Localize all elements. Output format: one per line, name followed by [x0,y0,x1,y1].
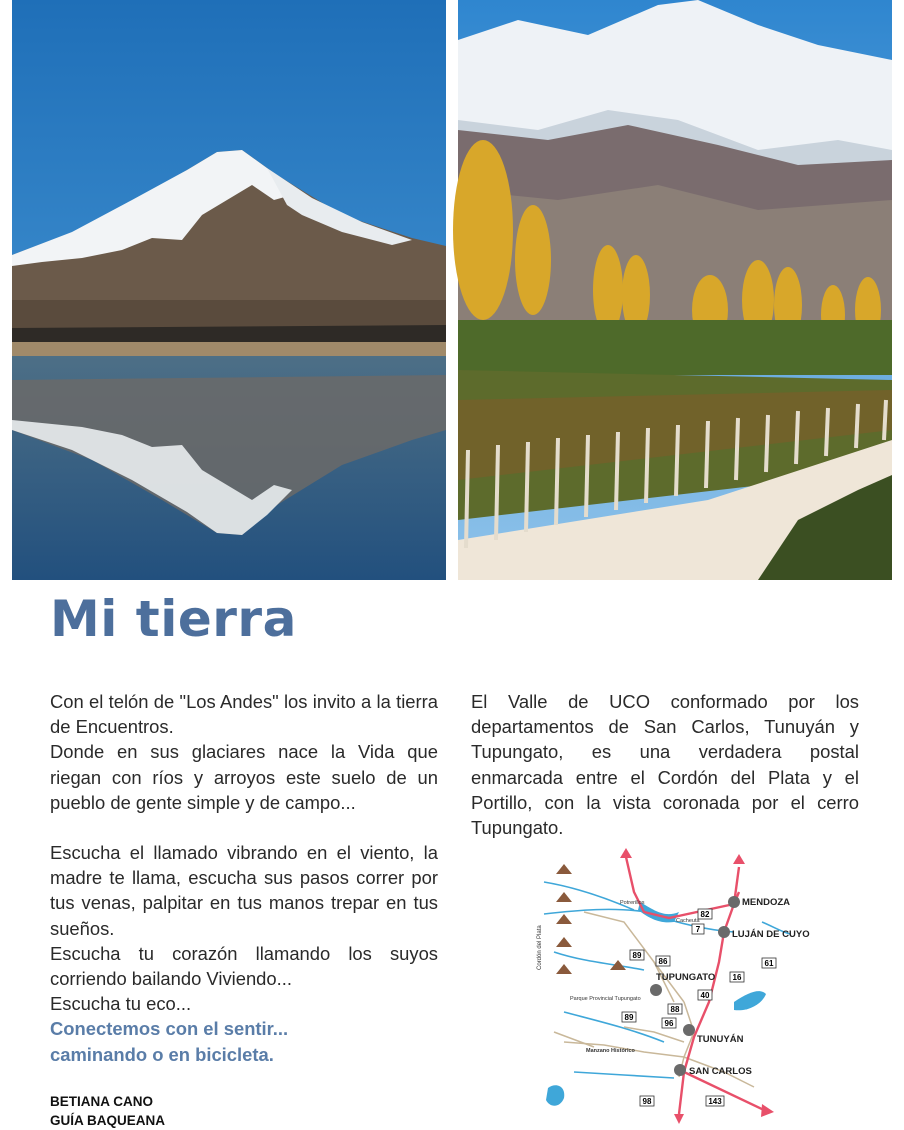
route-82: 82 [700,910,710,919]
intro-text-column [50,689,438,1067]
place-cordon-del-plata: Cordón del Plata [537,925,543,970]
route-89-south: 89 [624,1013,634,1022]
city-tunuyan: TUNUYÁN [697,1034,744,1045]
highlight-line-1: Conectemos con el sentir... [50,1018,289,1040]
route-88: 88 [670,1005,680,1014]
route-86: 86 [658,957,668,966]
place-potrerillos: Potrerillos [620,900,645,906]
route-16: 16 [732,973,742,982]
author-role: GUÍA BAQUEANA [50,1113,166,1128]
highlight-line-2: caminando o en bicicleta. [50,1043,274,1065]
signature [50,1092,165,1130]
intro-line-1: Con el telón de "Los Andes" los invito a la tierra de Encuentros. [50,691,438,738]
photo-vineyard-andes [458,0,892,580]
intro-line-2: Donde en sus glaciares nace la Vida que riegan con ríos y arroyos este suelo de un pueblo de gente simple y de campo... [50,741,438,813]
valley-description: El Valle de UCO conformado por los departamentos de San Carlos, Tunuyán y Tupungato, es una verdadera postal enmarcada entre el Cordón del Plata y el Portillo, con la vista coronada por el cerro Tupungato. [471,691,859,839]
route-89-north: 89 [632,951,642,960]
route-7: 7 [695,925,701,934]
valley-text-column [471,689,859,840]
route-143: 143 [708,1097,722,1106]
route-61: 61 [764,959,774,968]
city-mendoza: MENDOZA [742,897,791,908]
page-title: Mi tierra [50,590,297,648]
author-name: BETIANA CANO [50,1094,153,1109]
valle-de-uco-map [534,852,810,1124]
place-parque-tupungato: Parque Provincial Tupungato [570,996,641,1002]
city-tupungato: TUPUNGATO [656,972,716,983]
photo-volcano-lake [12,0,446,580]
place-cacheuta: Cacheuta [676,918,700,924]
poem-line-1: Escucha el llamado vibrando en el viento, la madre te llama, escucha sus pasos correr por tus venas, palpitar en tus manos trepar en tus sueños. [50,842,438,939]
city-san-carlos: SAN CARLOS [689,1066,752,1077]
route-98: 98 [642,1097,652,1106]
poem-line-3: Escucha tu eco... [50,993,192,1015]
city-lujan-de-cuyo: LUJÁN DE CUYO [732,929,810,940]
place-manzano-historico: Manzano Histórico [586,1048,635,1054]
route-40: 40 [700,991,710,1000]
poem-line-2: Escucha tu corazón llamando los suyos corriendo bailando Viviendo... [50,942,438,990]
route-96: 96 [664,1019,674,1028]
